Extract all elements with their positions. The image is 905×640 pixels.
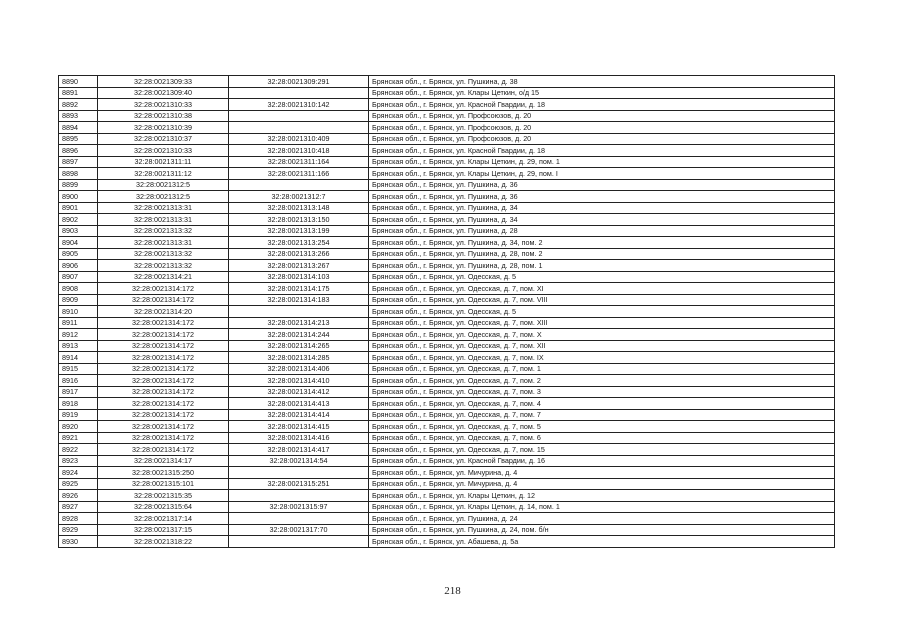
land-cadastral-number-cell: 32:28:0021313:32 [98,260,229,272]
row-number-cell: 8894 [59,122,98,134]
object-cadastral-number-cell: 32:28:0021313:266 [229,248,369,260]
address-cell: Брянская обл., г. Брянск, ул. Пушкина, д. 34 [369,214,835,226]
table-row [59,386,835,398]
row-number-cell: 8912 [59,329,98,341]
table-row [59,202,835,214]
object-cadastral-number-cell: 32:28:0021314:416 [229,432,369,444]
row-number-cell: 8907 [59,271,98,283]
object-cadastral-number-cell: 32:28:0021313:267 [229,260,369,272]
row-number-cell: 8924 [59,467,98,479]
address-cell: Брянская обл., г. Брянск, ул. Одесская, д. 7, пом. 7 [369,409,835,421]
table-row [59,524,835,536]
table-row [59,352,835,364]
table-row [59,156,835,168]
address-cell: Брянская обл., г. Брянск, ул. Одесская, д. 7, пом. 3 [369,386,835,398]
land-cadastral-number-cell: 32:28:0021311:12 [98,168,229,180]
address-cell: Брянская обл., г. Брянск, ул. Абашева, д. 5а [369,536,835,548]
object-cadastral-number-cell: 32:28:0021314:265 [229,340,369,352]
row-number-cell: 8895 [59,133,98,145]
land-cadastral-number-cell: 32:28:0021314:172 [98,363,229,375]
land-cadastral-number-cell: 32:28:0021309:40 [98,87,229,99]
table-row [59,191,835,203]
table-row [59,432,835,444]
object-cadastral-number-cell: 32:28:0021313:199 [229,225,369,237]
land-cadastral-number-cell: 32:28:0021314:172 [98,444,229,456]
table-row [59,306,835,318]
address-cell: Брянская обл., г. Брянск, ул. Пушкина, д. 28 [369,225,835,237]
address-cell: Брянская обл., г. Брянск, ул. Пушкина, д. 34, пом. 2 [369,237,835,249]
object-cadastral-number-cell [229,122,369,134]
object-cadastral-number-cell: 32:28:0021309:291 [229,76,369,88]
land-cadastral-number-cell: 32:28:0021314:172 [98,375,229,387]
land-cadastral-number-cell: 32:28:0021314:172 [98,294,229,306]
row-number-cell: 8913 [59,340,98,352]
table-row [59,455,835,467]
address-cell: Брянская обл., г. Брянск, ул. Пушкина, д. 28, пом. 2 [369,248,835,260]
object-cadastral-number-cell: 32:28:0021312:7 [229,191,369,203]
row-number-cell: 8910 [59,306,98,318]
row-number-cell: 8921 [59,432,98,444]
land-cadastral-number-cell: 32:28:0021317:15 [98,524,229,536]
land-cadastral-number-cell: 32:28:0021310:37 [98,133,229,145]
land-cadastral-number-cell: 32:28:0021314:172 [98,421,229,433]
object-cadastral-number-cell: 32:28:0021314:406 [229,363,369,375]
table-row [59,76,835,88]
address-cell: Брянская обл., г. Брянск, ул. Одесская, д. 7, пом. 4 [369,398,835,410]
land-cadastral-number-cell: 32:28:0021315:64 [98,501,229,513]
object-cadastral-number-cell: 32:28:0021310:418 [229,145,369,157]
land-cadastral-number-cell: 32:28:0021310:38 [98,110,229,122]
table-row [59,168,835,180]
object-cadastral-number-cell: 32:28:0021315:251 [229,478,369,490]
object-cadastral-number-cell: 32:28:0021310:409 [229,133,369,145]
address-cell: Брянская обл., г. Брянск, ул. Клары Цеткин, д. 14, пом. 1 [369,501,835,513]
land-cadastral-number-cell: 32:28:0021314:172 [98,409,229,421]
address-cell: Брянская обл., г. Брянск, ул. Мичурина, д. 4 [369,478,835,490]
table-row [59,490,835,502]
table-row [59,110,835,122]
land-cadastral-number-cell: 32:28:0021313:31 [98,202,229,214]
object-cadastral-number-cell: 32:28:0021314:244 [229,329,369,341]
row-number-cell: 8897 [59,156,98,168]
row-number-cell: 8923 [59,455,98,467]
address-cell: Брянская обл., г. Брянск, ул. Одесская, д. 7, пом. VIII [369,294,835,306]
row-number-cell: 8926 [59,490,98,502]
address-cell: Брянская обл., г. Брянск, ул. Пушкина, д. 38 [369,76,835,88]
land-cadastral-number-cell: 32:28:0021310:33 [98,145,229,157]
address-cell: Брянская обл., г. Брянск, ул. Одесская, д. 7, пом. XII [369,340,835,352]
land-cadastral-number-cell: 32:28:0021313:32 [98,225,229,237]
address-cell: Брянская обл., г. Брянск, ул. Одесская, д. 5 [369,271,835,283]
address-cell: Брянская обл., г. Брянск, ул. Клары Цеткин, о/д 15 [369,87,835,99]
table-row [59,409,835,421]
row-number-cell: 8911 [59,317,98,329]
table-row [59,99,835,111]
row-number-cell: 8929 [59,524,98,536]
table-row [59,179,835,191]
address-cell: Брянская обл., г. Брянск, ул. Красной Гвардии, д. 18 [369,145,835,157]
row-number-cell: 8922 [59,444,98,456]
object-cadastral-number-cell: 32:28:0021310:142 [229,99,369,111]
row-number-cell: 8928 [59,513,98,525]
object-cadastral-number-cell: 32:28:0021314:413 [229,398,369,410]
table-row [59,237,835,249]
land-cadastral-number-cell: 32:28:0021314:172 [98,283,229,295]
object-cadastral-number-cell: 32:28:0021313:254 [229,237,369,249]
address-cell: Брянская обл., г. Брянск, ул. Красной Гвардии, д. 16 [369,455,835,467]
table-row [59,283,835,295]
object-cadastral-number-cell [229,467,369,479]
row-number-cell: 8930 [59,536,98,548]
land-cadastral-number-cell: 32:28:0021309:33 [98,76,229,88]
address-cell: Брянская обл., г. Брянск, ул. Одесская, д. 7, пом. 5 [369,421,835,433]
land-cadastral-number-cell: 32:28:0021314:172 [98,352,229,364]
object-cadastral-number-cell: 32:28:0021313:150 [229,214,369,226]
object-cadastral-number-cell: 32:28:0021311:166 [229,168,369,180]
land-cadastral-number-cell: 32:28:0021314:172 [98,432,229,444]
row-number-cell: 8920 [59,421,98,433]
land-cadastral-number-cell: 32:28:0021314:20 [98,306,229,318]
row-number-cell: 8915 [59,363,98,375]
table-row [59,260,835,272]
table-row [59,501,835,513]
object-cadastral-number-cell: 32:28:0021314:103 [229,271,369,283]
land-cadastral-number-cell: 32:28:0021313:31 [98,214,229,226]
row-number-cell: 8927 [59,501,98,513]
address-cell: Брянская обл., г. Брянск, ул. Клары Цеткин, д. 12 [369,490,835,502]
row-number-cell: 8905 [59,248,98,260]
land-cadastral-number-cell: 32:28:0021314:172 [98,398,229,410]
row-number-cell: 8906 [59,260,98,272]
address-cell: Брянская обл., г. Брянск, ул. Клары Цеткин, д. 29, пом. I [369,168,835,180]
page-number: 218 [444,585,461,597]
address-cell: Брянская обл., г. Брянск, ул. Пушкина, д. 36 [369,191,835,203]
table-row [59,340,835,352]
registry-table-body [59,76,835,548]
address-cell: Брянская обл., г. Брянск, ул. Одесская, д. 7, пом. 1 [369,363,835,375]
row-number-cell: 8900 [59,191,98,203]
table-row [59,122,835,134]
row-number-cell: 8896 [59,145,98,157]
object-cadastral-number-cell: 32:28:0021311:164 [229,156,369,168]
row-number-cell: 8914 [59,352,98,364]
object-cadastral-number-cell [229,87,369,99]
address-cell: Брянская обл., г. Брянск, ул. Профсоюзов, д. 20 [369,122,835,134]
table-row [59,225,835,237]
land-cadastral-number-cell: 32:28:0021314:172 [98,329,229,341]
address-cell: Брянская обл., г. Брянск, ул. Пушкина, д. 34 [369,202,835,214]
table-row [59,467,835,479]
land-cadastral-number-cell: 32:28:0021314:172 [98,317,229,329]
row-number-cell: 8916 [59,375,98,387]
row-number-cell: 8898 [59,168,98,180]
table-row [59,398,835,410]
table-row [59,513,835,525]
land-cadastral-number-cell: 32:28:0021313:31 [98,237,229,249]
row-number-cell: 8917 [59,386,98,398]
table-row [59,444,835,456]
object-cadastral-number-cell: 32:28:0021314:183 [229,294,369,306]
object-cadastral-number-cell [229,513,369,525]
object-cadastral-number-cell: 32:28:0021314:414 [229,409,369,421]
table-row [59,214,835,226]
row-number-cell: 8893 [59,110,98,122]
land-cadastral-number-cell: 32:28:0021310:39 [98,122,229,134]
object-cadastral-number-cell [229,306,369,318]
land-cadastral-number-cell: 32:28:0021314:17 [98,455,229,467]
object-cadastral-number-cell: 32:28:0021314:415 [229,421,369,433]
table-row [59,145,835,157]
row-number-cell: 8890 [59,76,98,88]
address-cell: Брянская обл., г. Брянск, ул. Профсоюзов, д. 20 [369,133,835,145]
address-cell: Брянская обл., г. Брянск, ул. Мичурина, д. 4 [369,467,835,479]
address-cell: Брянская обл., г. Брянск, ул. Клары Цеткин, д. 29, пом. 1 [369,156,835,168]
address-cell: Брянская обл., г. Брянск, ул. Пушкина, д. 36 [369,179,835,191]
row-number-cell: 8908 [59,283,98,295]
table-row [59,248,835,260]
table-row [59,375,835,387]
address-cell: Брянская обл., г. Брянск, ул. Пушкина, д. 24 [369,513,835,525]
table-row [59,536,835,548]
table-row [59,421,835,433]
address-cell: Брянская обл., г. Брянск, ул. Красной Гвардии, д. 18 [369,99,835,111]
row-number-cell: 8919 [59,409,98,421]
table-row [59,87,835,99]
row-number-cell: 8901 [59,202,98,214]
land-cadastral-number-cell: 32:28:0021315:35 [98,490,229,502]
land-cadastral-number-cell: 32:28:0021315:101 [98,478,229,490]
table-row [59,363,835,375]
address-cell: Брянская обл., г. Брянск, ул. Профсоюзов, д. 20 [369,110,835,122]
address-cell: Брянская обл., г. Брянск, ул. Одесская, д. 7, пом. XIII [369,317,835,329]
land-cadastral-number-cell: 32:28:0021314:172 [98,386,229,398]
land-cadastral-number-cell: 32:28:0021310:33 [98,99,229,111]
table-row [59,133,835,145]
object-cadastral-number-cell: 32:28:0021314:417 [229,444,369,456]
object-cadastral-number-cell: 32:28:0021314:285 [229,352,369,364]
object-cadastral-number-cell [229,490,369,502]
land-cadastral-number-cell: 32:28:0021311:11 [98,156,229,168]
land-cadastral-number-cell: 32:28:0021313:32 [98,248,229,260]
land-cadastral-number-cell: 32:28:0021318:22 [98,536,229,548]
table-row [59,317,835,329]
table-row [59,294,835,306]
address-cell: Брянская обл., г. Брянск, ул. Одесская, д. 7, пом. 6 [369,432,835,444]
object-cadastral-number-cell: 32:28:0021315:97 [229,501,369,513]
row-number-cell: 8903 [59,225,98,237]
address-cell: Брянская обл., г. Брянск, ул. Пушкина, д. 28, пом. 1 [369,260,835,272]
row-number-cell: 8904 [59,237,98,249]
row-number-cell: 8902 [59,214,98,226]
object-cadastral-number-cell: 32:28:0021314:213 [229,317,369,329]
land-cadastral-number-cell: 32:28:0021312:5 [98,191,229,203]
object-cadastral-number-cell [229,536,369,548]
address-cell: Брянская обл., г. Брянск, ул. Одесская, д. 7, пом. 15 [369,444,835,456]
row-number-cell: 8918 [59,398,98,410]
registry-table [58,75,835,548]
object-cadastral-number-cell: 32:28:0021317:70 [229,524,369,536]
object-cadastral-number-cell: 32:28:0021314:410 [229,375,369,387]
table-row [59,271,835,283]
address-cell: Брянская обл., г. Брянск, ул. Одесская, д. 7, пом. X [369,329,835,341]
address-cell: Брянская обл., г. Брянск, ул. Одесская, д. 7, пом. XI [369,283,835,295]
address-cell: Брянская обл., г. Брянск, ул. Пушкина, д. 24, пом. б/н [369,524,835,536]
object-cadastral-number-cell: 32:28:0021314:54 [229,455,369,467]
table-row [59,329,835,341]
object-cadastral-number-cell [229,110,369,122]
land-cadastral-number-cell: 32:28:0021312:5 [98,179,229,191]
object-cadastral-number-cell [229,179,369,191]
address-cell: Брянская обл., г. Брянск, ул. Одесская, д. 5 [369,306,835,318]
table-row [59,478,835,490]
land-cadastral-number-cell: 32:28:0021314:21 [98,271,229,283]
address-cell: Брянская обл., г. Брянск, ул. Одесская, д. 7, пом. IX [369,352,835,364]
row-number-cell: 8891 [59,87,98,99]
land-cadastral-number-cell: 32:28:0021314:172 [98,340,229,352]
land-cadastral-number-cell: 32:28:0021317:14 [98,513,229,525]
object-cadastral-number-cell: 32:28:0021314:412 [229,386,369,398]
row-number-cell: 8925 [59,478,98,490]
address-cell: Брянская обл., г. Брянск, ул. Одесская, д. 7, пом. 2 [369,375,835,387]
object-cadastral-number-cell: 32:28:0021313:148 [229,202,369,214]
land-cadastral-number-cell: 32:28:0021315:250 [98,467,229,479]
row-number-cell: 8899 [59,179,98,191]
row-number-cell: 8909 [59,294,98,306]
object-cadastral-number-cell: 32:28:0021314:175 [229,283,369,295]
row-number-cell: 8892 [59,99,98,111]
